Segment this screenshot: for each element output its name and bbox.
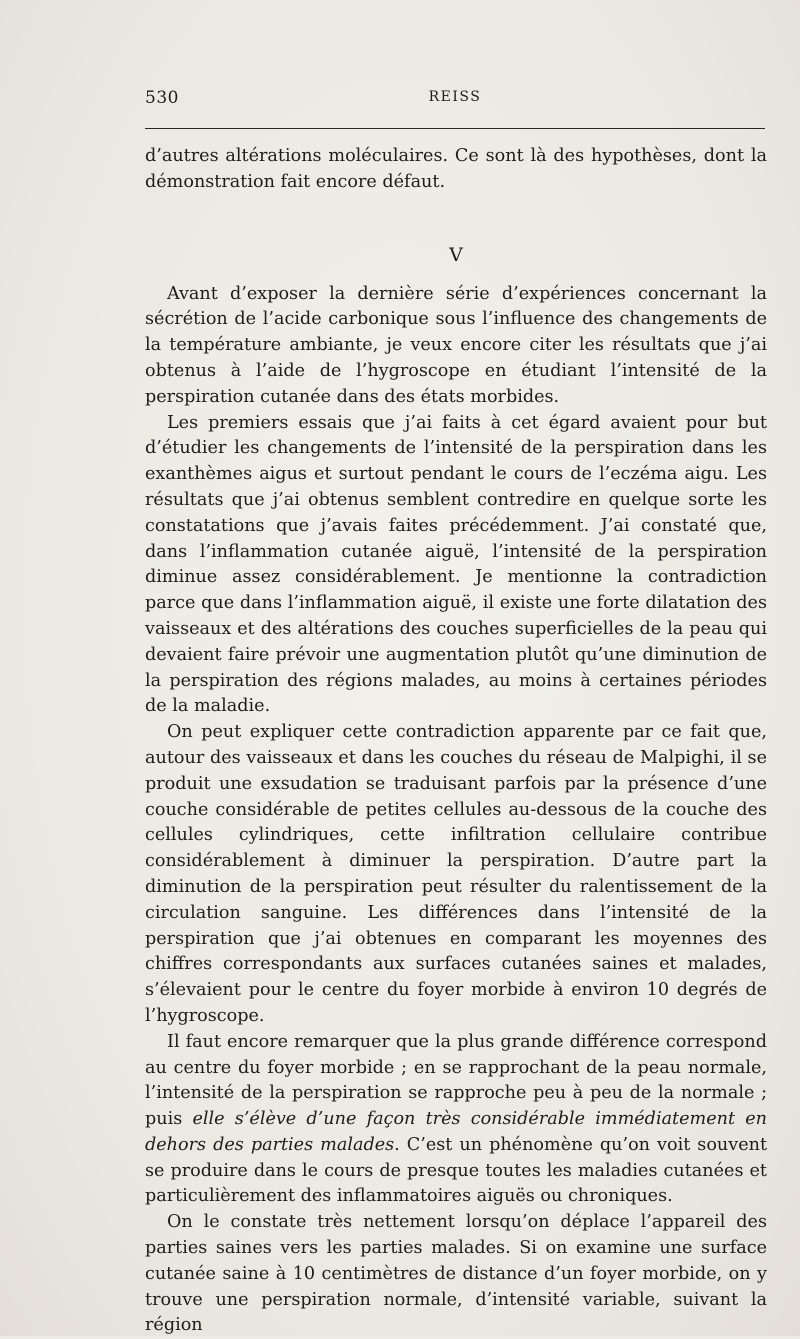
paragraph-1: Avant d’exposer la dernière série d’expériences concernant la sécrétion de l’acide carbonique sous l’influence des changements de la température ambiante, je veux encore citer les résultats que j’ai obtenus à l’aide de l’hygroscope en étudiant l’intensité de la perspiration cutanée dans des états morbides. bbox=[145, 283, 767, 407]
section-heading: V bbox=[449, 243, 463, 266]
running-title: REISS bbox=[428, 89, 482, 105]
page-number: 530 bbox=[145, 88, 179, 108]
running-header bbox=[145, 88, 765, 116]
paragraph-4-italic: elle s’élève d’une façon très considérable immédiatement en dehors des parties malades bbox=[145, 1109, 768, 1155]
opening-paragraph: d’autres altérations moléculaires. Ce sont là des hypothèses, dont la démonstration fait encore défaut. bbox=[145, 146, 767, 192]
paragraph-2: Les premiers essais que j’ai faits à cet égard avaient pour but d’étudier les changements de l’intensité de la perspiration dans les exanthèmes aigus et surtout pendant le cours de l’eczéma aigu. Les résultats que j’ai obtenus semblent contredire en quelque sorte les constatations que j’avais faites précédemment. J’ai constaté que, dans l’inflammation cutanée aiguë, l’intensité de la perspiration diminue assez considérablement. Je mentionne la contradiction parce que dans l’inflammation aiguë, il existe une forte dilatation des vaisseaux et des altérations des couches superficielles de la peau qui devaient faire prévoir une augmentation plutôt qu’une diminution de la perspiration des régions malades, au moins à certaines périodes de la maladie. bbox=[145, 412, 767, 717]
paragraph-3: On peut expliquer cette contradiction apparente par ce fait que, autour des vaisseaux et dans les couches du réseau de Malpighi, il se produit une exsudation se traduisant parfois par la présence d’une couche considérable de petites cellules au-dessous de la couche des cellules cylindriques, cette infiltration cellulaire contribue considérablement à diminuer la perspiration. D’autre part la diminution de la perspiration peut résulter du ralentissement de la circulation sanguine. Les différences dans l’intensité de la perspiration que j’ai obtenues en comparant les moyennes des chiffres correspondants aux surfaces cutanées saines et malades, s’élevaient pour le centre du foyer morbide à environ 10 degrés de l’hygroscope. bbox=[145, 722, 767, 1026]
header-rule bbox=[145, 128, 765, 129]
paragraph-4-end: . C’est un phénomène qu’on voit souvent se produire dans le cours de presque toutes les maladies cutanées et particulièrement des inflammatoires aiguës ou chroniques. bbox=[145, 1134, 768, 1207]
body-text bbox=[145, 144, 767, 1339]
paragraph-4 bbox=[145, 1030, 767, 1211]
paragraph-5: On le constate très nettement lorsqu’on déplace l’appareil des parties saines vers les parties malades. Si on examine une surface cutanée saine à 10 centimètres de distance d’un foyer morbide, on y trouve une perspiration normale, d’intensité variable, suivant la région bbox=[145, 1212, 767, 1336]
paragraph-4-start: Il faut encore remarquer que la plus grande différence correspond au centre du foyer morbide ; en se rapprochant de la peau normale, l’intensité de la perspiration se rapproche peu à peu de la normale ; puis bbox=[145, 1031, 767, 1130]
